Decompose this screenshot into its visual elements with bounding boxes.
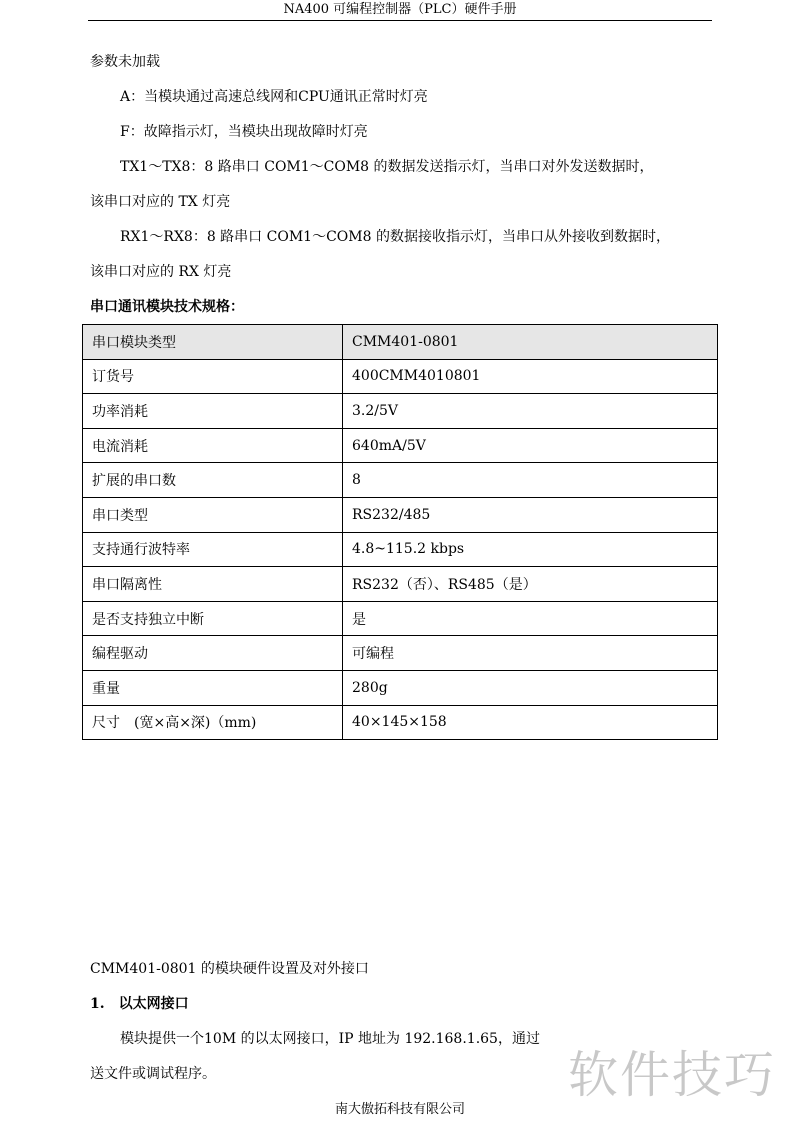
spec-value-cell: RS232（否）、RS485（是）	[343, 567, 718, 602]
spec-value-cell: CMM401-0801	[343, 325, 718, 360]
spec-label-cell: 是否支持独立中断	[83, 601, 343, 636]
specs-row	[83, 636, 718, 671]
specs-row	[83, 705, 718, 740]
spec-value-cell: 640mA/5V	[343, 428, 718, 463]
intro-line-rx-2: 该串口对应的 RX 灯亮	[90, 264, 232, 280]
specs-table	[82, 324, 718, 740]
spec-value-cell: 400CMM4010801	[343, 359, 718, 394]
spec-label-cell: 串口隔离性	[83, 567, 343, 602]
spec-value-cell: 8	[343, 463, 718, 498]
specs-table-body	[83, 325, 718, 740]
intro-line-tx-2: 该串口对应的 TX 灯亮	[90, 194, 231, 210]
section-heading-text: 以太网接口	[118, 996, 189, 1012]
intro-line-tx-1: TX1～TX8：8 路串口 COM1～COM8 的数据发送指示灯，当串口对外发送数据时，	[120, 159, 654, 175]
specs-row	[83, 497, 718, 532]
spec-value-cell: 280g	[343, 670, 718, 705]
spec-value-cell: 可编程	[343, 636, 718, 671]
specs-heading: 串口通讯模块技术规格：	[90, 299, 244, 315]
spec-label-cell: 串口类型	[83, 497, 343, 532]
specs-row	[83, 601, 718, 636]
section-body-line-1: 模块提供一个10M 的以太网接口，IP 地址为 192.168.1.65，通过	[120, 1031, 540, 1047]
specs-row	[83, 359, 718, 394]
spec-label-cell: 串口模块类型	[83, 325, 343, 360]
specs-row	[83, 567, 718, 602]
section-title: CMM401-0801 的模块硬件设置及对外接口	[90, 961, 369, 977]
intro-line-a: A：当模块通过高速总线网和CPU通讯正常时灯亮	[120, 89, 428, 105]
spec-value-cell: 4.8~115.2 kbps	[343, 532, 718, 567]
section-heading	[90, 994, 189, 1014]
intro-line-f: F：故障指示灯，当模块出现故障时灯亮	[120, 124, 368, 140]
specs-header-row	[83, 325, 718, 360]
spec-label-cell: 支持通行波特率	[83, 532, 343, 567]
page-header: NA400 可编程控制器（PLC）硬件手册	[88, 0, 712, 21]
specs-row	[83, 670, 718, 705]
spec-label-cell: 重量	[83, 670, 343, 705]
specs-row	[83, 428, 718, 463]
section-heading-number: 1.	[90, 996, 105, 1012]
spec-value-cell: RS232/485	[343, 497, 718, 532]
section-body-line-2: 送文件或调试程序。	[90, 1066, 216, 1082]
intro-line-rx-1: RX1～RX8：8 路串口 COM1～COM8 的数据接收指示灯，当串口从外接收到数据时，	[120, 229, 670, 245]
intro-line-params: 参数未加载	[90, 54, 160, 70]
specs-row	[83, 532, 718, 567]
spec-value-cell: 是	[343, 601, 718, 636]
spec-label-cell: 尺寸 (宽×高×深)（mm)	[83, 705, 343, 740]
spec-value-cell: 3.2/5V	[343, 394, 718, 429]
page-footer: 南大傲拓科技有限公司	[334, 1102, 465, 1117]
watermark-text: 软件技巧	[568, 1046, 800, 1104]
spec-value-cell: 40×145×158	[343, 705, 718, 740]
spec-label-cell: 扩展的串口数	[83, 463, 343, 498]
specs-row	[83, 463, 718, 498]
spec-label-cell: 订货号	[83, 359, 343, 394]
spec-label-cell: 电流消耗	[83, 428, 343, 463]
spec-label-cell: 编程驱动	[83, 636, 343, 671]
specs-row	[83, 394, 718, 429]
spec-label-cell: 功率消耗	[83, 394, 343, 429]
